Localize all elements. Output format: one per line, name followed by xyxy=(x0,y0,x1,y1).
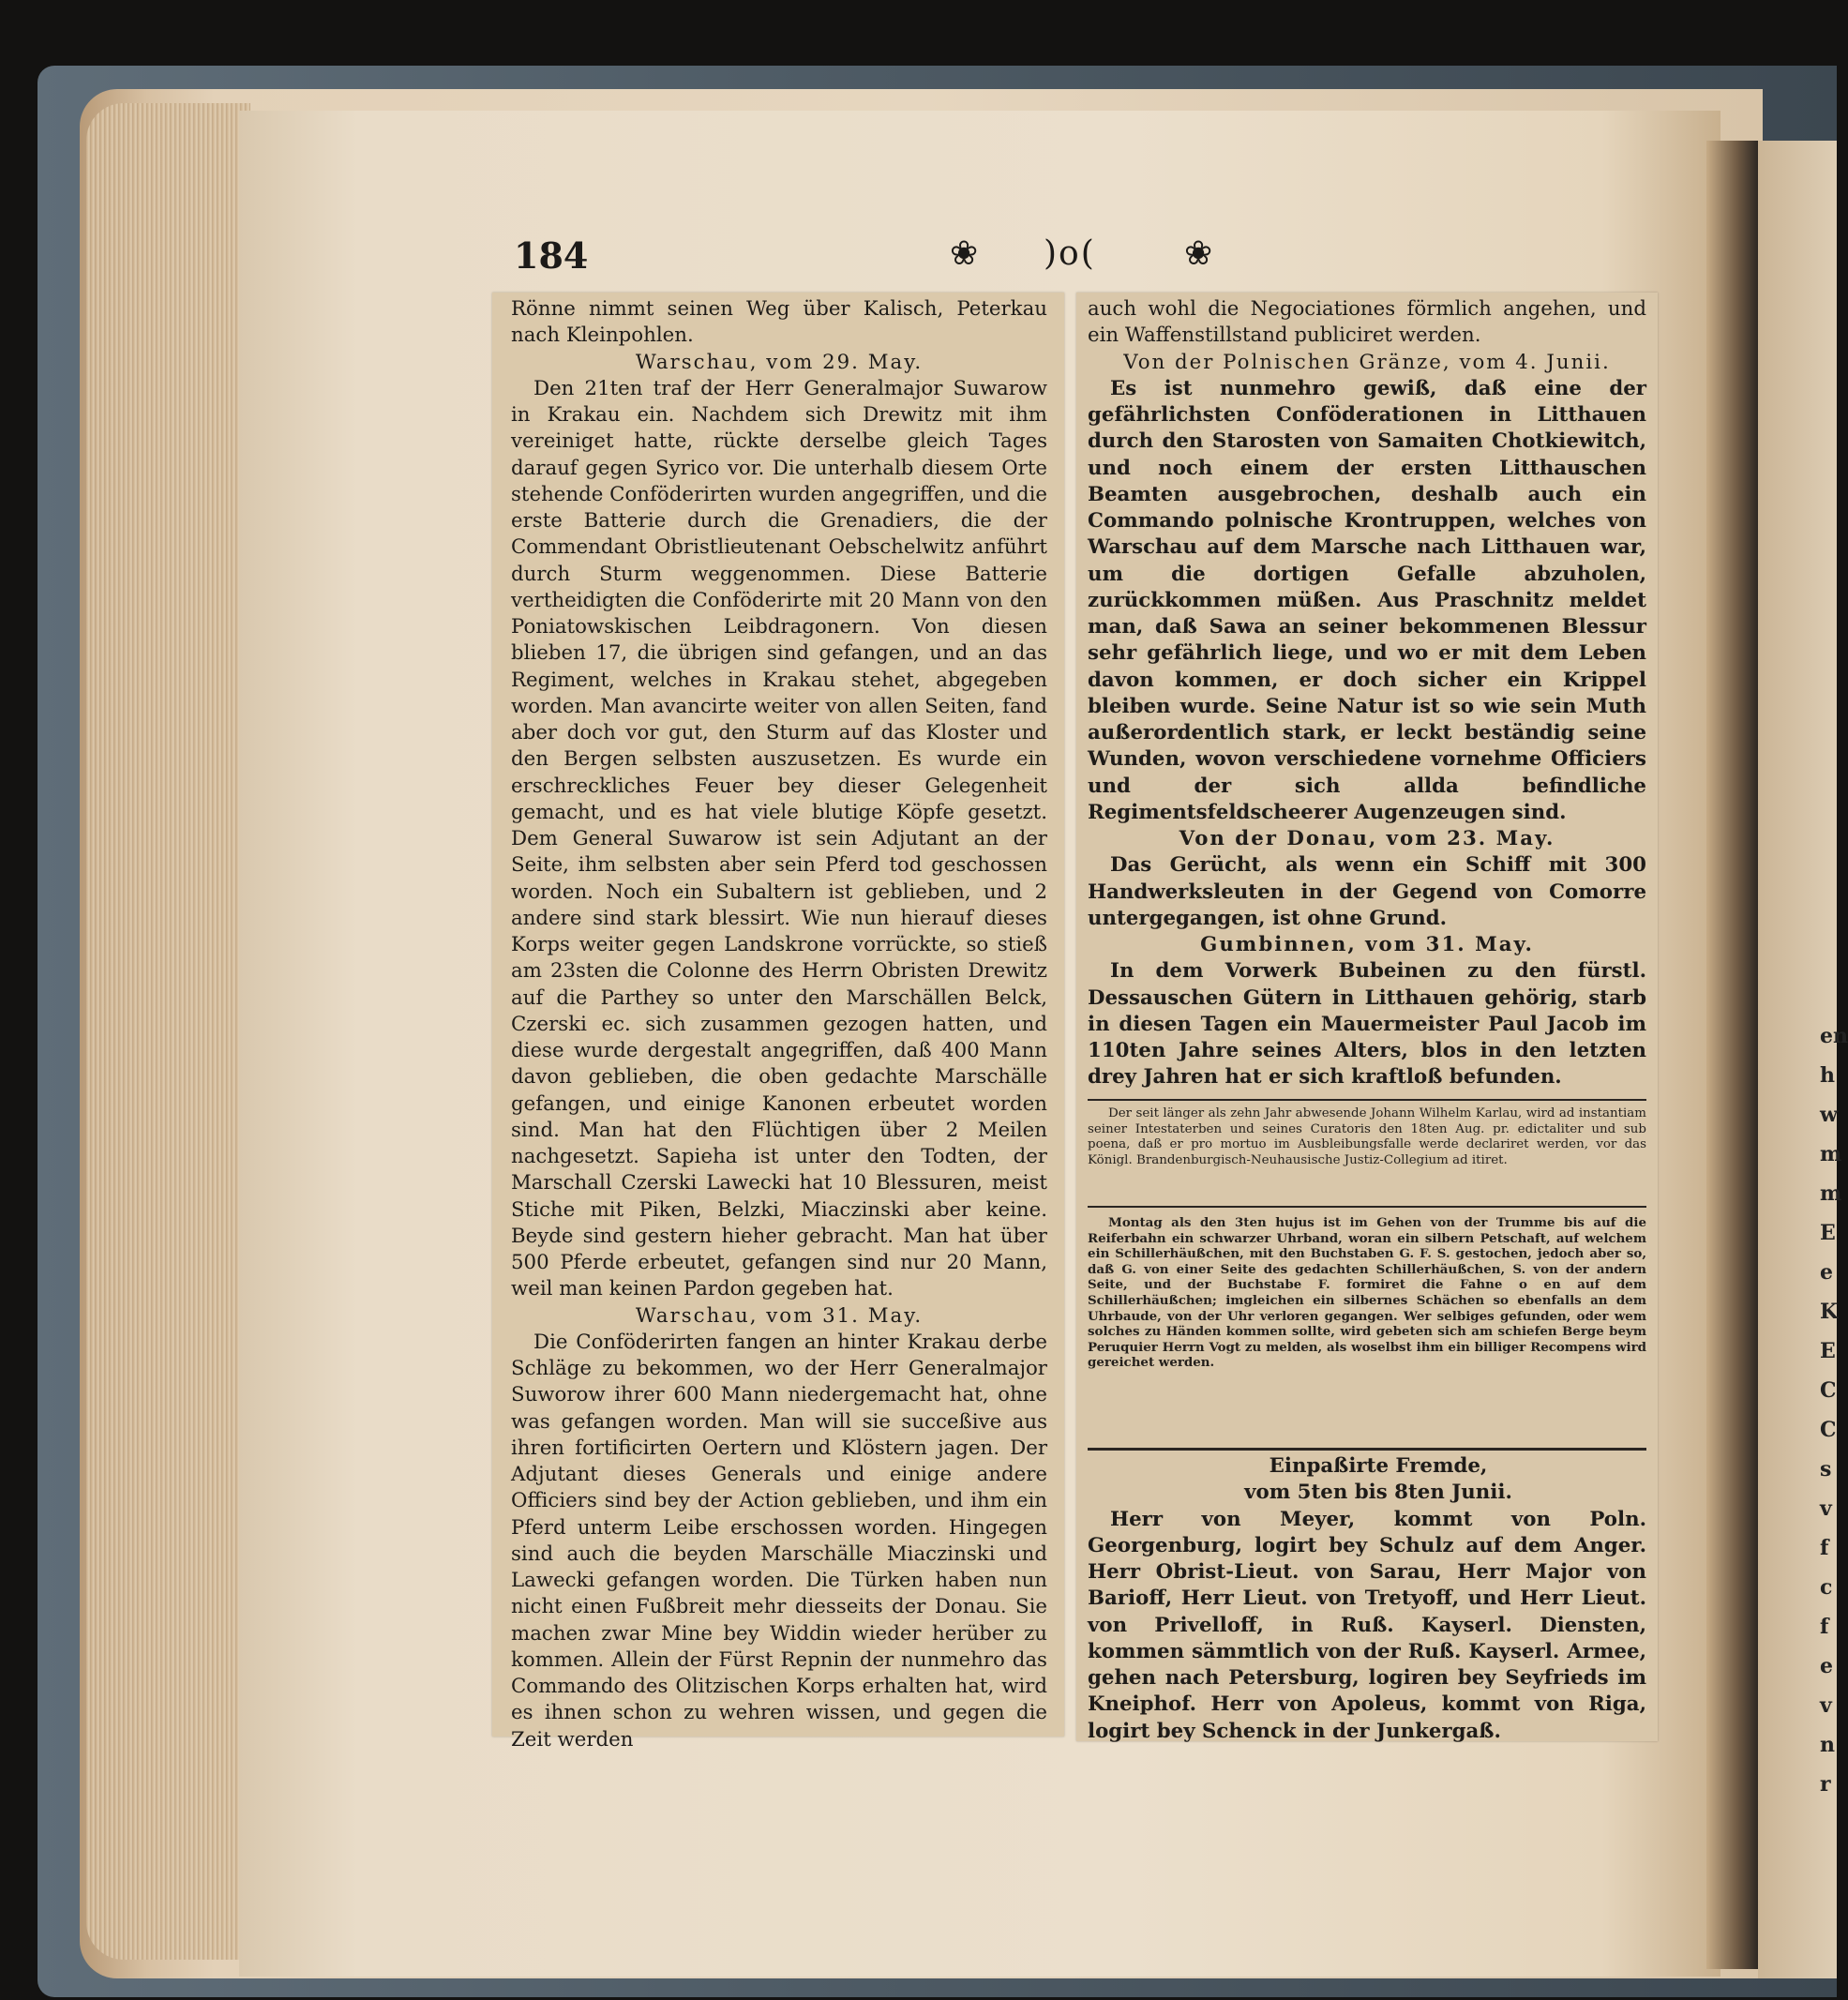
next-page-fragment: v xyxy=(1820,1496,1832,1521)
notice-text: Der seit länger als zehn Jahr abwesende Johann Wilhelm Karlau, wird ad instantiam seiner Intestaterben und seines Curatoris den 18ten Aug. pr. edictaliter und sub poena, daß er pro mortuo im Ausbleibungsfalle werde declariret werden, vor das Königl. Brandenburgisch-Neuhausische Justiz-Collegium ad itiret. xyxy=(1088,1106,1646,1167)
dateline-heading: Von der Donau, vom 23. May. xyxy=(1179,827,1555,850)
next-page-fragment: C xyxy=(1820,1418,1837,1442)
next-page-fragment: e xyxy=(1820,1654,1833,1678)
next-page-fragment: en xyxy=(1820,1024,1848,1048)
next-page-fragment: r xyxy=(1820,1772,1831,1797)
dateline-heading: Von der Polnischen Gränze, vom 4. Junii. xyxy=(1123,350,1611,374)
divider xyxy=(1088,1448,1646,1451)
fremde-title: Einpaßirte Fremde, xyxy=(1269,1454,1488,1478)
next-page-fragment: f xyxy=(1820,1615,1829,1639)
dateline-heading: Warschau, vom 29. May. xyxy=(635,350,924,374)
right-column xyxy=(1088,296,1646,1091)
next-page-edge xyxy=(1758,141,1848,1978)
fremde-dates: vom 5ten bis 8ten Junii. xyxy=(1244,1481,1512,1505)
page-number: 184 xyxy=(514,234,589,277)
ornament-left-icon: ❀ xyxy=(950,234,979,273)
page-edges xyxy=(86,103,250,1960)
next-page-fragment: K xyxy=(1820,1300,1839,1324)
article-paragraph: Die Conföderirten fangen an hinter Krakau derbe Schläge zu bekommen, wo der Herr Generalmajor Suworow ihrer 600 Mann niedergemacht hat, ohne was gefangen worden. Man will sie succeßive aus ihren fortificirten Oertern und Klöstern jagen. Der Adjutant dieses Generals und einige andere Officiers sind bey der Action geblieben, und ihm ein Pferd unterm Leibe erschossen worden. Hingegen sind auch die beyden Marschälle Miaczinski und Lawecki gefangen worden. Die Türken haben nun nicht einen Fußbreit mehr diesseits der Donau. Sie machen zwar Mine bey Widdin wieder herüber zu kommen. Allein der Fürst Repnin der nunmehro das Commando des Olitzischen Korps erhalten hat, wird es ihnen schon zu wehren wissen, und gegen die Zeit werden xyxy=(511,1330,1047,1752)
arrived-strangers xyxy=(1088,1453,1646,1745)
next-page-fragment: E xyxy=(1820,1221,1836,1245)
next-page-fragment: f xyxy=(1820,1536,1829,1560)
notice-karlau xyxy=(1088,1106,1646,1168)
next-page-fragment: e xyxy=(1820,1260,1833,1285)
left-column xyxy=(511,296,1047,1753)
next-page-fragment: m xyxy=(1820,1142,1842,1166)
article-paragraph: Rönne nimmt seinen Weg über Kalisch, Peterkau nach Kleinpohlen. xyxy=(511,297,1047,348)
next-page-fragment: n xyxy=(1820,1733,1835,1757)
notice-lost-watch xyxy=(1088,1215,1646,1371)
next-page-fragment: C xyxy=(1820,1378,1837,1403)
article-paragraph: Den 21ten traf der Herr Generalmajor Suwarow in Krakau ein. Nachdem sich Drewitz mit ihm vereiniget hatte, rückte derselbe gleich Tages darauf gegen Syrico vor. Die unterhalb diesem Orte stehende Conföderirten wurden angegriffen, und die erste Batterie durch die Grenadiers, die der Commendant Obristlieutenant Oebschelwitz anführt durch Sturm weggenommen. Diese Batterie vertheidigten die Conföderirte mit 20 Mann von den Poniatowskischen Leibdragonern. Von diesen blieben 17, die übrigen sind gefangen, und an das Regiment, welches in Krakau stehet, abgegeben worden. Man avancirte weiter von allen Seiten, fand aber doch vor gut, den Sturm auf das Kloster und den Bergen selbsten auszusetzen. Es wurde ein erschreckliches Feuer bey dieser Gelegenheit gemacht, und es hat viele blutige Köpfe gesetzt. Dem General Suwarow ist sein Adjutant an der Seite, ihm selbsten aber sein Pferd tod geschossen worden. Noch ein Subaltern ist geblieben, und 2 andere sind stark blessirt. Wie nun hierauf dieses Korps weiter gegen Landskrone vorrückte, so stieß am 23sten die Colonne des Herrn Obristen Drewitz auf die Parthey so unter den Marschällen Belck, Czerski ec. sich zusammen gezogen hatten, und diese wurde dergestalt angegriffen, daß 400 Mann davon geblieben, die oben gedachte Marschälle gefangen, und einige Kanonen erbeutet worden sind. Man hat den Flüchtigen über 2 Meilen nachgesetzt. Sapieha ist unter den Todten, der Marschall Czerski Lawecki hat 10 Blessuren, meist Stiche mit Piken, Belzki, Miaczinski aber keine. Beyde sind gestern hieher gebracht. Man hat über 500 Pferde erbeutet, gefangen sind nur 20 Mann, weil man keinen Pardon gegeben hat. xyxy=(511,376,1047,1301)
next-page-fragment: E xyxy=(1820,1339,1836,1363)
center-mark: )o( xyxy=(1044,234,1096,273)
book-gutter xyxy=(1706,141,1758,1969)
page-header xyxy=(514,234,1648,281)
next-page-fragment: c xyxy=(1820,1575,1833,1600)
article-paragraph: Das Gerücht, als wenn ein Schiff mit 300 Handwerksleuten in der Gegend von Comorre untergegangen, ist ohne Grund. xyxy=(1088,853,1646,930)
next-page-fragment: h xyxy=(1820,1063,1835,1088)
divider xyxy=(1088,1099,1646,1101)
article-paragraph: auch wohl die Negociationes förmlich angehen, und ein Waffenstillstand publiciret werden. xyxy=(1088,297,1646,348)
dateline-heading: Warschau, vom 31. May. xyxy=(635,1303,924,1328)
next-page-fragment: v xyxy=(1820,1693,1832,1718)
notice-text: Montag als den 3ten hujus ist im Gehen von der Trumme bis auf die Reiferbahn ein schwarzer Uhrband, woran ein silbern Petschaft, auf welchem ein Schillerhäußchen, mit den Buchstaben G. F. S. gestochen, jedoch aber so, daß G. von einer Seite des gedachten Schillerhäußchen, S. von der andern Seite, und der Buchstabe F. formiret die Fahne o en auf dem Schillerhäußchen; imgleichen ein silbernes Schächen so ebenfalls an dem Uhrbaude, von der Uhr verloren gegangen. Wer selbiges gefunden, oder wem solches zu Händen kommen sollte, wird gebeten sich am schiefen Berge beym Peruquier Herrn Vogt zu melden, als woselbst ihm ein billiger Recompens wird gereichet werden. xyxy=(1088,1215,1646,1371)
divider xyxy=(1088,1206,1646,1208)
dateline-heading: Gumbinnen, vom 31. May. xyxy=(1200,933,1534,956)
next-page-fragment: m xyxy=(1820,1181,1842,1206)
ornament-right-icon: ❀ xyxy=(1184,234,1213,273)
fremde-text: Herr von Meyer, kommt von Poln. Georgenburg, logirt bey Schulz auf dem Anger. Herr Obrist-Lieut. von Sarau, Herr Major von Barioff, Herr Lieut. von Tretyoff, und Herr Lieut. von Privelloff, in Ruß. Kayserl. Diensten, kommen sämmtlich von der Ruß. Kayserl. Armee, gehen nach Petersburg, logiren bey Seyfrieds im Kneiphof. Herr von Apoleus, kommt von Riga, logirt bey Schenck in der Junkergaß. xyxy=(1088,1507,1646,1743)
next-page-fragment: w xyxy=(1820,1103,1838,1127)
article-paragraph: Es ist nunmehro gewiß, daß eine der gefährlichsten Conföderationen in Litthauen durch den Starosten von Samaiten Chotkiewitch, und noch einem der ersten Litthauschen Beamten ausgebrochen, deshalb auch ein Commando polnische Krontruppen, welches von Warschau auf dem Marsche nach Litthauen war, um die dortigen Gefalle abzuholen, zurückkommen müßen. Aus Praschnitz meldet man, daß Sawa an seiner bekommenen Blessur sehr gefährlich liege, und wo er mit dem Leben davon kommen, er doch sicher ein Krippel bleiben wurde. Seine Natur ist so wie sein Muth außerordentlich stark, er leckt beständig seine Wunden, wovon verschiedene vornehme Officiers und der sich allda befindliche Regimentsfeldscheerer Augenzeugen sind. xyxy=(1088,376,1646,824)
next-page-fragment: s xyxy=(1820,1457,1832,1481)
article-paragraph: In dem Vorwerk Bubeinen zu den fürstl. Dessauschen Gütern in Litthauen gehörig, starb in diesen Tagen ein Mauermeister Paul Jacob im 110ten Jahre seines Alters, blos in den letzten drey Jahren hat er sich kraftloß befunden. xyxy=(1088,959,1646,1090)
